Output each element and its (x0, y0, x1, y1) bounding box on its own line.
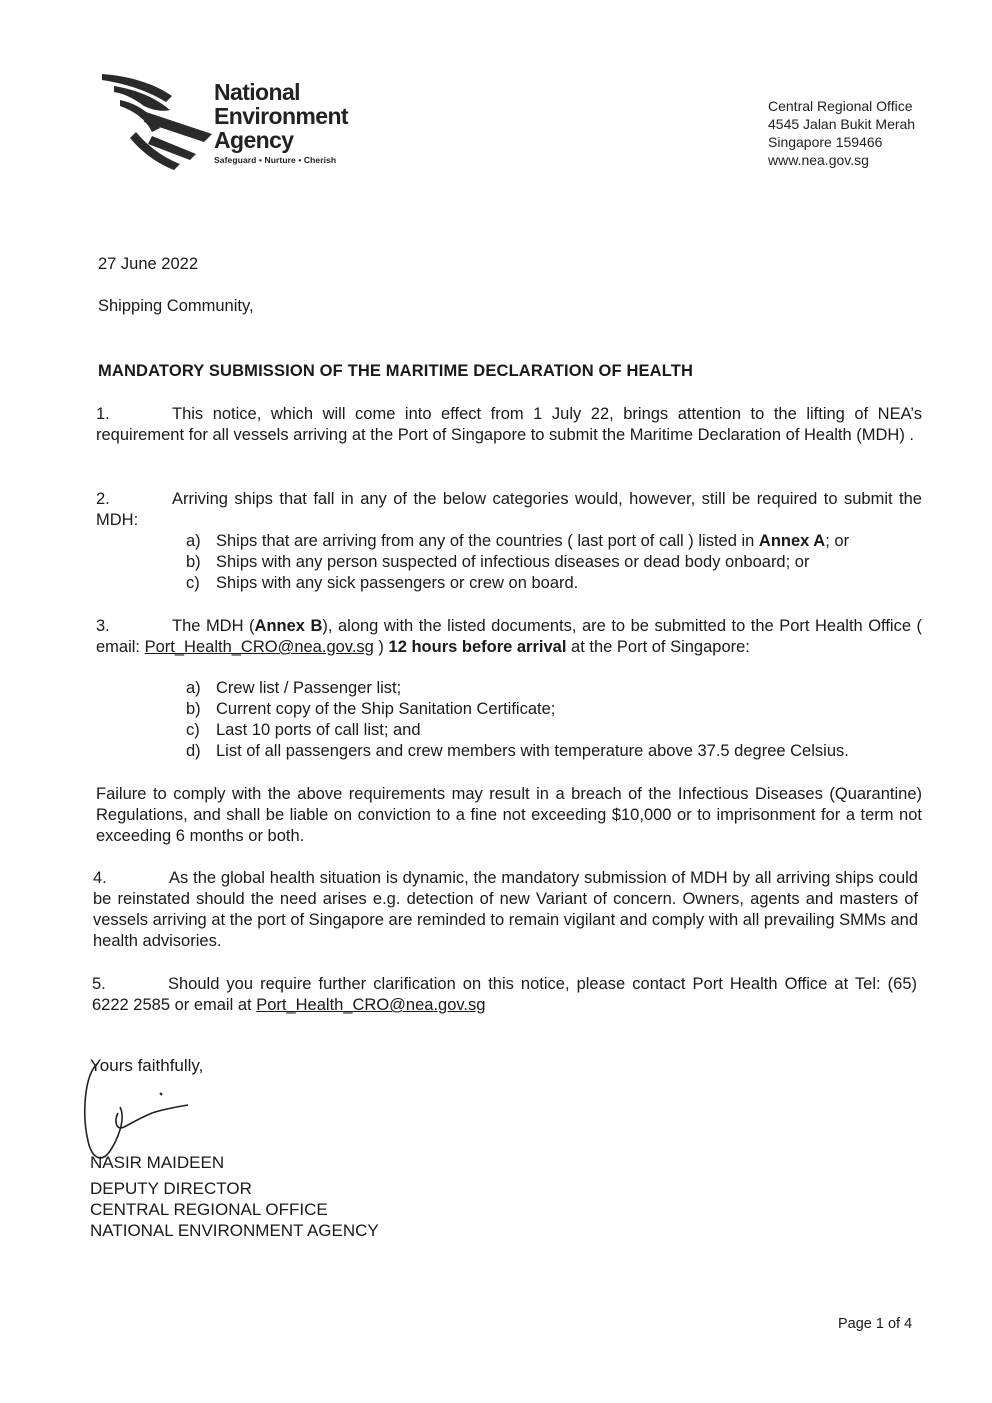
paragraph-5: 5. Should you require further clarification on this notice, please contact Port Health Office at Tel: (65) 6222 2585 or email at Port_Health_CRO@nea.gov.sg (92, 975, 917, 1014)
paragraph-1 (96, 404, 922, 446)
letter-date: 27 June 2022 (98, 255, 199, 273)
paragraph-3: 3. The MDH (Annex B), along with the listed documents, are to be submitted to the Port Health Office ( email: Port_Health_CRO@nea.gov.sg ) 12 hours before arrival at the Port of Singapore: (96, 617, 923, 656)
list-item: a) Crew list / Passenger list; (186, 679, 402, 697)
office-street: 4545 Jalan Bukit Merah (768, 116, 916, 132)
office-website[interactable]: www.nea.gov.sg (768, 152, 869, 168)
category-list (186, 531, 926, 594)
paragraph-number: 4. (93, 869, 107, 887)
page-number: Page 1 of 4 (838, 1316, 913, 1332)
nea-wordmark (214, 80, 348, 165)
paragraph-number: 1. (96, 405, 110, 423)
paragraph-text: This notice, which will come into effect from 1 July 22, brings attention to the lifting of NEA’s requirement for all vessels arriving at the Port of Singapore to submit the Maritime Declaration of Health (MDH) . (96, 405, 922, 444)
email-link[interactable]: Port_Health_CRO@nea.gov.sg (256, 996, 486, 1014)
list-item: d) List of all passengers and crew members with temperature above 37.5 degree Celsius. (186, 742, 849, 760)
paragraph-number: 2. (96, 490, 110, 508)
list-item: b) Ships with any person suspected of infectious diseases or dead body onboard; or (186, 553, 810, 571)
list-item: c) Ships with any sick passengers or crew on board. (186, 574, 579, 592)
paragraph-number: 5. (92, 975, 106, 993)
penalty-paragraph: Failure to comply with the above requirements may result in a breach of the Infectious Diseases (Quarantine) Regulations, and shall be liable on conviction to a fine not exceeding $10,000 or to imprisonment for a term not exceeding 6 months or both. (96, 785, 922, 845)
annex-a-reference: Annex A (758, 532, 826, 550)
paragraph-text: As the global health situation is dynamic, the mandatory submission of MDH by all arriving ships could be reinstated should the need arises e.g. detection of new Variant of concern. Owners, agents and masters of vessels arriving at the port of Singapore are reminded to remain vigilant and comply with all prevailing SMMs and health advisories. (93, 869, 918, 950)
paragraph-number: 3. (96, 617, 110, 635)
documents-list (186, 678, 926, 762)
office-name: Central Regional Office (768, 98, 913, 114)
signature-block (90, 1055, 379, 1241)
deadline-text: 12 hours before arrival (388, 638, 567, 656)
list-item: c) Last 10 ports of call list; and (186, 721, 421, 739)
office-postal: Singapore 159466 (768, 134, 883, 150)
salutation: Shipping Community, (98, 297, 254, 315)
logo-line-1: National (214, 79, 300, 105)
subject-heading: MANDATORY SUBMISSION OF THE MARITIME DECLARATION OF HEALTH (98, 362, 694, 380)
signatory-office: CENTRAL REGIONAL OFFICE (90, 1200, 328, 1219)
paragraph-2 (96, 489, 922, 531)
nea-logo-icon (100, 72, 212, 172)
logo-line-3: Agency (214, 127, 294, 153)
paragraph-4 (93, 868, 918, 952)
list-item: a) Ships that are arriving from any of the countries ( last port of call ) listed in Annex A; or (186, 532, 850, 550)
signatory-name: NASIR MAIDEEN (90, 1153, 225, 1172)
office-address (768, 97, 915, 169)
valediction: Yours faithfully, (90, 1056, 204, 1075)
email-link[interactable]: Port_Health_CRO@nea.gov.sg (144, 638, 374, 656)
signatory-title: DEPUTY DIRECTOR (90, 1179, 252, 1198)
list-item: b) Current copy of the Ship Sanitation Certificate; (186, 700, 556, 718)
logo-tagline: Safeguard • Nurture • Cherish (214, 155, 337, 165)
annex-b-reference: Annex B (254, 617, 323, 635)
logo-line-2: Environment (214, 103, 348, 129)
signatory-agency: NATIONAL ENVIRONMENT AGENCY (90, 1221, 379, 1240)
paragraph-text: Arriving ships that fall in any of the below categories would, however, still be required to submit the MDH: (96, 490, 922, 529)
